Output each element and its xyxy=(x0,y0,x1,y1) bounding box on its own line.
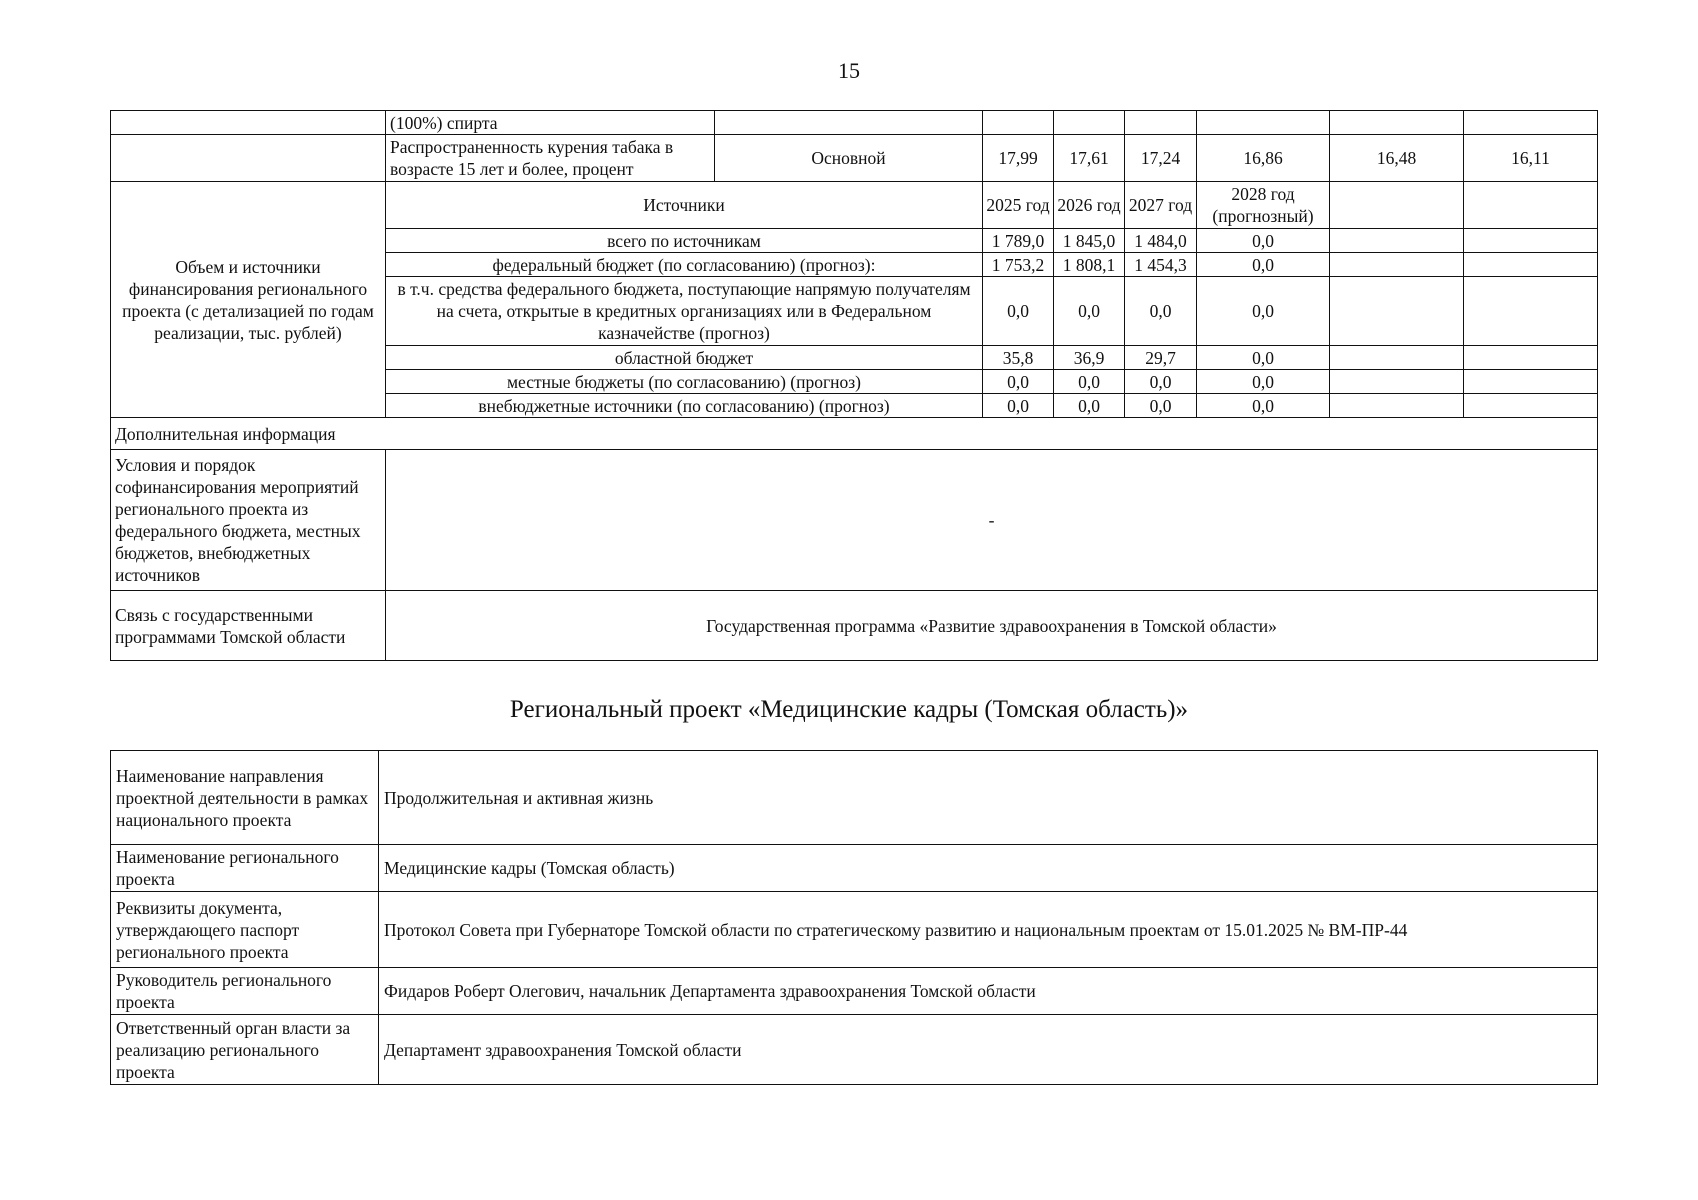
financing-value: 1 454,3 xyxy=(1125,253,1197,277)
passport-label: Ответственный орган власти за реализацию регионального проекта xyxy=(111,1015,379,1085)
passport-row xyxy=(111,751,1598,845)
additional-info-heading: Дополнительная информация xyxy=(111,418,1598,450)
empty-cell xyxy=(1330,182,1464,229)
cofinancing-label: Условия и порядок софинансирования мероприятий регионального проекта из федерального бюджета, местных бюджетов, внебюджетных источников xyxy=(111,450,386,591)
passport-value: Продолжительная и активная жизнь xyxy=(379,751,1598,845)
sources-header: Источники xyxy=(386,182,983,229)
financing-table xyxy=(110,110,1598,661)
financing-row-label: внебюджетные источники (по согласованию) (прогноз) xyxy=(386,394,983,418)
smoking-row xyxy=(111,135,1598,182)
section-title: Региональный проект «Медицинские кадры (Томская область)» xyxy=(509,696,1189,723)
financing-value: 36,9 xyxy=(1054,346,1125,370)
smoking-value: 16,48 xyxy=(1330,135,1464,182)
empty-cell xyxy=(111,111,386,135)
financing-value: 0,0 xyxy=(1125,394,1197,418)
empty-cell xyxy=(1054,111,1125,135)
empty-cell xyxy=(1330,111,1464,135)
financing-value: 1 789,0 xyxy=(983,229,1054,253)
empty-cell xyxy=(1330,346,1464,370)
year-header: 2028 год (прогнозный) xyxy=(1197,182,1330,229)
empty-cell xyxy=(1464,370,1598,394)
passport-value: Департамент здравоохранения Томской области xyxy=(379,1015,1598,1085)
passport-row xyxy=(111,892,1598,968)
empty-cell xyxy=(1330,277,1464,346)
financing-value: 0,0 xyxy=(1197,346,1330,370)
empty-cell xyxy=(983,111,1054,135)
empty-cell xyxy=(1330,370,1464,394)
financing-value: 0,0 xyxy=(1054,394,1125,418)
programs-link-row xyxy=(111,591,1598,661)
passport-value: Медицинские кадры (Томская область) xyxy=(379,845,1598,892)
smoking-value: 16,11 xyxy=(1464,135,1598,182)
financing-value: 0,0 xyxy=(983,370,1054,394)
alcohol-row-tail xyxy=(111,111,1598,135)
passport-table xyxy=(110,750,1598,1085)
passport-label: Наименование направления проектной деятельности в рамках национального проекта xyxy=(111,751,379,845)
passport-row xyxy=(111,1015,1598,1085)
passport-label: Руководитель регионального проекта xyxy=(111,968,379,1015)
empty-cell xyxy=(1464,277,1598,346)
financing-row-label: в т.ч. средства федерального бюджета, поступающие напрямую получателям на счета, открытые в кредитных организациях или в Федеральном казначействе (прогноз) xyxy=(386,277,983,346)
empty-cell xyxy=(1197,111,1330,135)
smoking-label: Распространенность курения табака в возрасте 15 лет и более, процент xyxy=(386,135,715,182)
empty-cell xyxy=(1125,111,1197,135)
financing-value: 0,0 xyxy=(1197,370,1330,394)
passport-value: Фидаров Роберт Олегович, начальник Департамента здравоохранения Томской области xyxy=(379,968,1598,1015)
financing-value: 1 808,1 xyxy=(1054,253,1125,277)
financing-value: 0,0 xyxy=(1054,277,1125,346)
financing-value: 0,0 xyxy=(983,394,1054,418)
empty-cell xyxy=(111,135,386,182)
smoking-value: 17,99 xyxy=(983,135,1054,182)
additional-info-row xyxy=(111,418,1598,450)
financing-value: 1 753,2 xyxy=(983,253,1054,277)
financing-value: 0,0 xyxy=(983,277,1054,346)
financing-value: 1 845,0 xyxy=(1054,229,1125,253)
empty-cell xyxy=(1464,253,1598,277)
financing-value: 29,7 xyxy=(1125,346,1197,370)
financing-label: Объем и источники финансирования регионального проекта (с детализацией по годам реализации, тыс. рублей) xyxy=(111,182,386,418)
passport-row xyxy=(111,968,1598,1015)
year-header: 2027 год xyxy=(1125,182,1197,229)
empty-cell xyxy=(1330,253,1464,277)
financing-row-label: местные бюджеты (по согласованию) (прогноз) xyxy=(386,370,983,394)
financing-row-label: всего по источникам xyxy=(386,229,983,253)
smoking-value: 16,86 xyxy=(1197,135,1330,182)
empty-cell xyxy=(1464,229,1598,253)
passport-label: Реквизиты документа, утверждающего паспорт регионального проекта xyxy=(111,892,379,968)
passport-row xyxy=(111,845,1598,892)
financing-value: 0,0 xyxy=(1197,394,1330,418)
financing-value: 0,0 xyxy=(1054,370,1125,394)
empty-cell xyxy=(1464,182,1598,229)
alcohol-label-tail: (100%) спирта xyxy=(386,111,715,135)
empty-cell xyxy=(1464,394,1598,418)
programs-link-label: Связь с государственными программами Томской области xyxy=(111,591,386,661)
programs-link-value: Государственная программа «Развитие здравоохранения в Томской области» xyxy=(386,591,1598,661)
financing-value: 0,0 xyxy=(1197,229,1330,253)
empty-cell xyxy=(1464,346,1598,370)
financing-row-label: федеральный бюджет (по согласованию) (прогноз): xyxy=(386,253,983,277)
financing-value: 1 484,0 xyxy=(1125,229,1197,253)
smoking-type: Основной xyxy=(715,135,983,182)
page-number: 15 xyxy=(838,58,860,83)
year-header: 2025 год xyxy=(983,182,1054,229)
cofinancing-value: - xyxy=(386,450,1598,591)
financing-value: 0,0 xyxy=(1197,253,1330,277)
sources-header-row xyxy=(111,182,1598,229)
passport-label: Наименование регионального проекта xyxy=(111,845,379,892)
empty-cell xyxy=(1464,111,1598,135)
empty-cell xyxy=(1330,394,1464,418)
financing-value: 35,8 xyxy=(983,346,1054,370)
empty-cell xyxy=(1330,229,1464,253)
financing-value: 0,0 xyxy=(1197,277,1330,346)
empty-cell xyxy=(715,111,983,135)
passport-value: Протокол Совета при Губернаторе Томской области по стратегическому развитию и национальным проектам от 15.01.2025 № ВМ-ПР-44 xyxy=(379,892,1598,968)
smoking-value: 17,61 xyxy=(1054,135,1125,182)
financing-value: 0,0 xyxy=(1125,370,1197,394)
financing-value: 0,0 xyxy=(1125,277,1197,346)
financing-row-label: областной бюджет xyxy=(386,346,983,370)
smoking-value: 17,24 xyxy=(1125,135,1197,182)
year-header: 2026 год xyxy=(1054,182,1125,229)
cofinancing-row xyxy=(111,450,1598,591)
